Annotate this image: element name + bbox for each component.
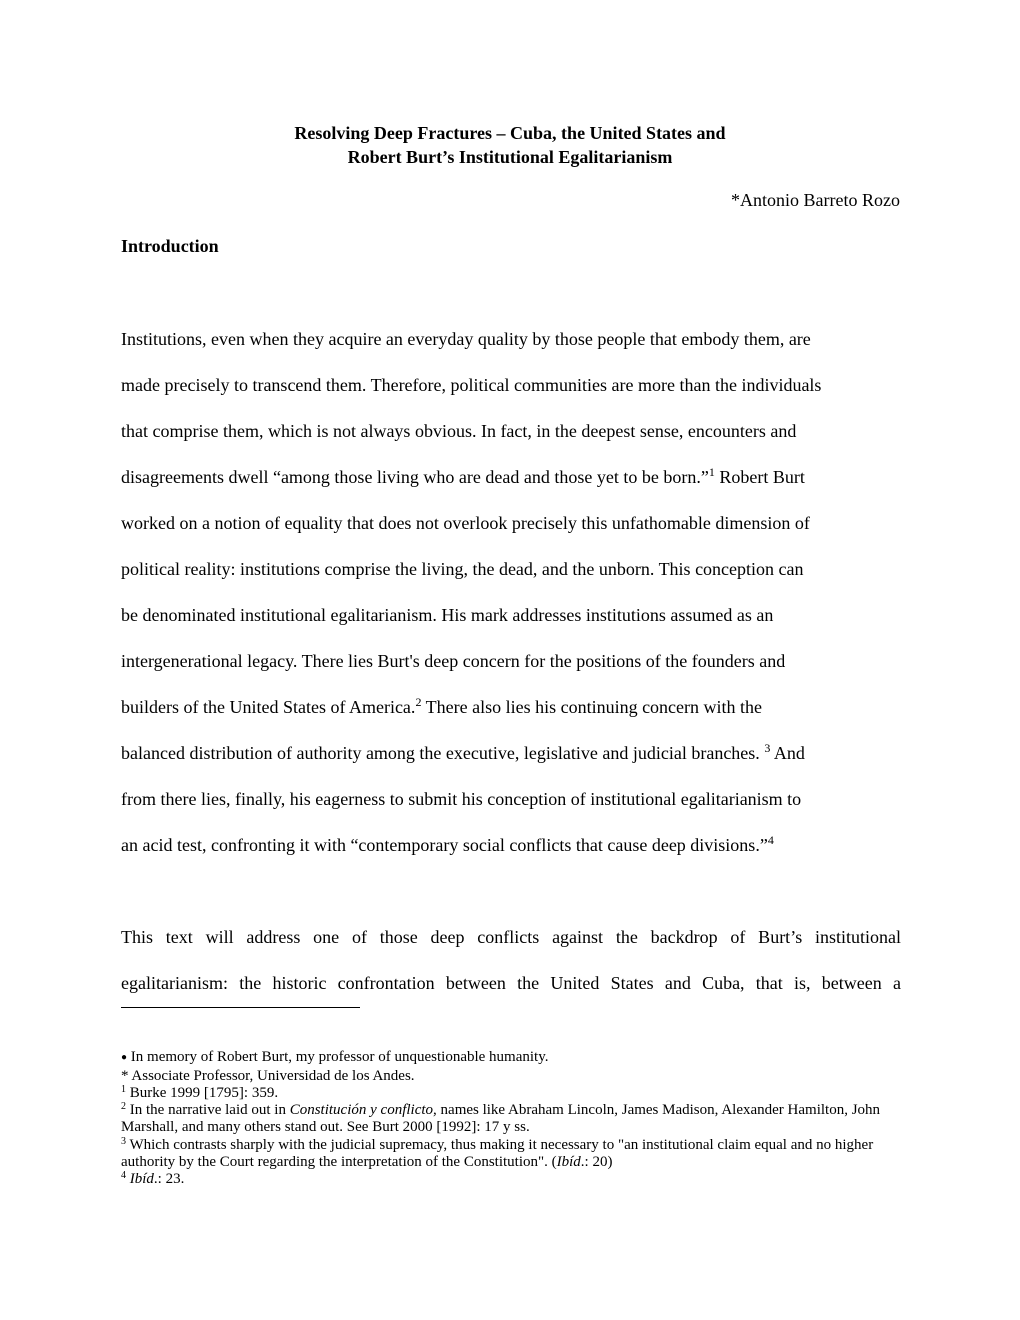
footnote-3	[121, 1137, 901, 1170]
footnote-4	[121, 1171, 901, 1188]
footnote-reference: 3	[764, 741, 771, 755]
text-segment: There also lies his continuing concern with the	[421, 697, 763, 717]
footnote-memory	[121, 1049, 901, 1067]
footnote-text: .: 23.	[153, 1171, 185, 1187]
footnote-italic: Ibíd	[129, 1171, 154, 1187]
footnote-mark: 2	[121, 1101, 126, 1112]
text-line: made precisely to transcend them. Therefore, political communities are more than the individuals	[121, 375, 822, 395]
text-segment: builders of the United States of America.	[121, 697, 416, 717]
footnote-reference: 2	[415, 695, 422, 709]
text-segment: balanced distribution of authority among the executive, legislative and judicial branches.	[121, 743, 765, 763]
text-line: that comprise them, which is not always obvious. In fact, in the deepest sense, encounters and	[121, 421, 797, 441]
footnote-mark: *	[121, 1068, 129, 1084]
text-segment: And	[770, 743, 805, 763]
text-line: Institutions, even when they acquire an everyday quality by those people that embody them, are	[121, 329, 811, 349]
text-line	[121, 833, 901, 857]
footnote-mark: 3	[121, 1136, 126, 1147]
text-line	[121, 695, 901, 719]
text-line: from there lies, finally, his eagerness to submit his conception of institutional egalitarianism to	[121, 789, 802, 809]
footnote-italic: Ibíd	[556, 1153, 581, 1170]
footnote-mark: 1	[121, 1084, 126, 1095]
footnote-text: In the narrative laid out in	[126, 1102, 290, 1118]
footnote-text: .: 20)	[580, 1153, 613, 1170]
footnote-author	[121, 1068, 901, 1085]
text-line: intergenerational legacy. There lies Burt's deep concern for the positions of the founders and	[121, 651, 786, 671]
author-name: *Antonio Barreto Rozo	[731, 190, 900, 210]
text-line: political reality: institutions comprise the living, the dead, and the unborn. This conception can	[121, 559, 804, 579]
text-line: egalitarianism: the historic confrontation between the United States and Cuba, that is, between a	[121, 973, 901, 993]
text-line: be denominated institutional egalitarianism. His mark addresses institutions assumed as an	[121, 605, 774, 625]
title-line-1: Resolving Deep Fractures – Cuba, the United States and	[294, 123, 726, 143]
footnote-text: Burke 1999 [1795]: 359.	[126, 1085, 279, 1101]
footnote-italic: Constitución y conflicto	[289, 1102, 434, 1118]
text-line	[121, 465, 901, 489]
footnote-reference: 4	[767, 833, 774, 847]
text-line: worked on a notion of equality that does not overlook precisely this unfathomable dimension of	[121, 513, 810, 533]
footnote-separator	[121, 1007, 360, 1008]
text-line	[121, 741, 901, 765]
text-segment: disagreements dwell “among those living who are dead and those yet to be born.”	[121, 467, 709, 487]
footnote-2	[121, 1102, 901, 1135]
text-segment: an acid test, confronting it with “contemporary social conflicts that cause deep divisions.”	[121, 835, 768, 855]
text-line: This text will address one of those deep conflicts against the backdrop of Burt’s institutional	[121, 927, 901, 947]
footnote-text: , names like Abraham Lincoln, James Madison, Alexander Hamilton, John Marshall, and many others stand out. See Burt 2000 [1992]: 17 y ss.	[121, 1102, 881, 1135]
title-line-2: Robert Burt’s Institutional Egalitarianism	[347, 147, 673, 167]
footnote-text: Associate Professor, Universidad de los Andes.	[128, 1068, 415, 1084]
bullet-icon: ●	[121, 1052, 128, 1063]
footnote-text: Which contrasts sharply with the judicial supremacy, thus making it necessary to "an institutional claim equal and no higher authority by the Court regarding the interpretation of the Constitution". (	[121, 1137, 874, 1170]
footnote-1	[121, 1085, 901, 1102]
section-heading: Introduction	[121, 236, 219, 256]
footnote-mark: 4	[121, 1170, 126, 1181]
footnote-reference: 1	[708, 465, 715, 479]
text-segment: Robert Burt	[714, 467, 805, 487]
footnote-text: In memory of Robert Burt, my professor of unquestionable humanity.	[127, 1049, 549, 1065]
